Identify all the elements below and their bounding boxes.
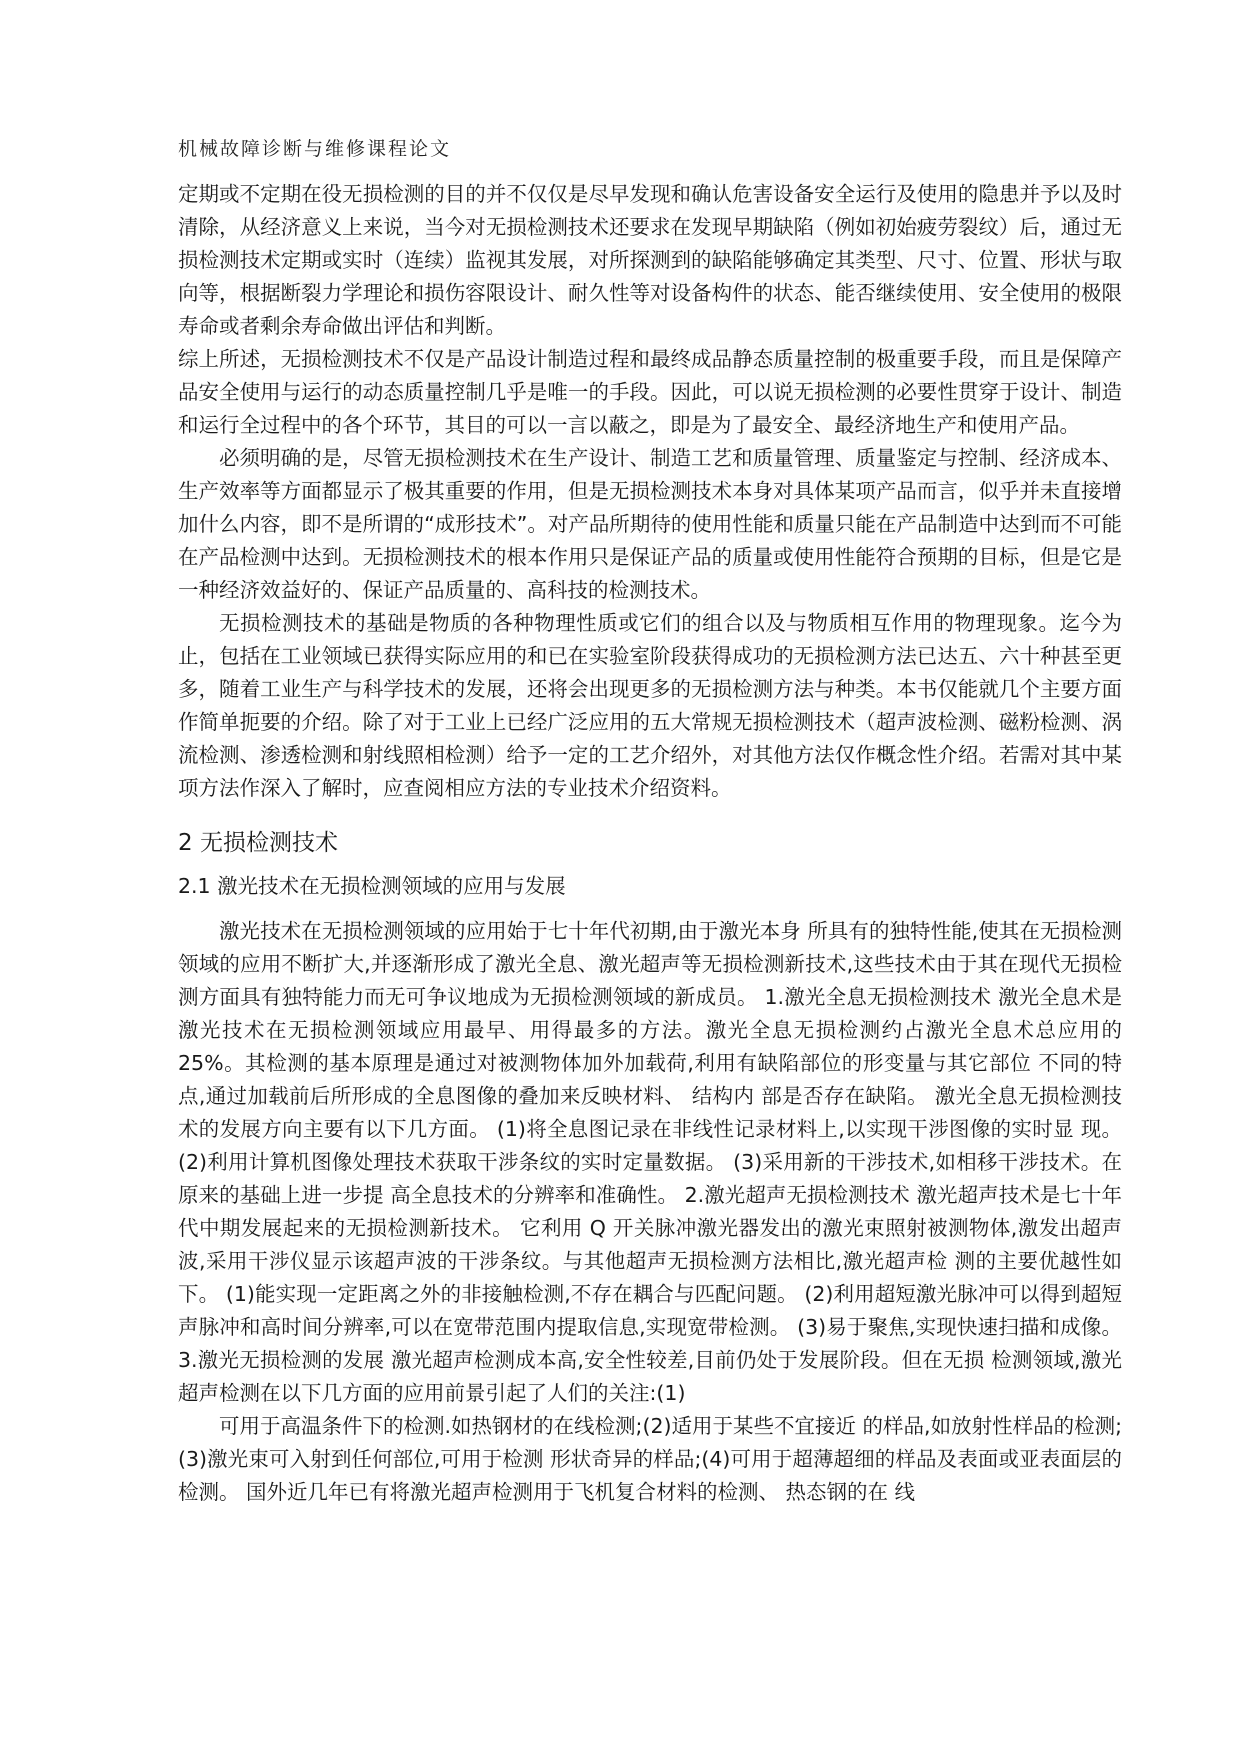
subsection-heading: 2.1 激光技术在无损检测领域的应用与发展 xyxy=(178,874,566,898)
running-header: 机械故障诊断与维修课程论文 xyxy=(178,138,452,160)
paragraph-laser-applications: 可用于高温条件下的检测.如热钢材的在线检测;(2)适用于某些不宜接近 的样品,如放射性样品的检测;(3)激光束可入射到任何部位,可用于检测 形状奇异的样品;(4)可用于超薄超细的样品及表面或亚表面层的检测。 国外近几年已有将激光超声检测用于飞机复合材料的检测、 热态钢的在 线 xyxy=(178,1414,1122,1504)
paragraph-clarification: 必须明确的是，尽管无损检测技术在生产设计、制造工艺和质量管理、质量鉴定与控制、经济成本、生产效率等方面都显示了极其重要的作用，但是无损检测技术本身对具体某项产品而言，似乎并未直接增加什么内容，即不是所谓的“成形技术”。对产品所期待的使用性能和质量只能在产品制造中达到而不可能在产品检测中达到。无损检测技术的根本作用只是保证产品的质量或使用性能符合预期的目标，但是它是一种经济效益好的、保证产品质量的、高科技的检测技术。 xyxy=(178,446,1122,602)
section-heading: 2 无损检测技术 xyxy=(178,830,338,856)
paragraph-laser-technology: 激光技术在无损检测领域的应用始于七十年代初期,由于激光本身 所具有的独特性能,使其在无损检测领域的应用不断扩大,并逐渐形成了激光全息、激光超声等无损检测新技术,这些技术由于其在现代无损检测方面具有独特能力而无可争议地成为无损检测领域的新成员。 1.激光全息无损检测技术 激光全息术是激光技术在无损检测领域应用最早、用得最多的方法。激光全息无损检测约占激光全息术总应用的25%。其检测的基本原理是通过对被测物体加外加载荷,利用有缺陷部位的形变量与其它部位 不同的特点,通过加载前后所形成的全息图像的叠加来反映材料、 结构内 部是否存在缺陷。 激光全息无损检测技术的发展方向主要有以下几方面。 (1)将全息图记录在非线性记录材料上,以实现干涉图像的实时显 现。 (2)利用计算机图像处理技术获取干涉条纹的实时定量数据。 (3)采用新的干涉技术,如相移干涉技术。在原来的基础上进一步提 高全息技术的分辨率和准确性。 2.激光超声无损检测技术 激光超声技术是七十年代中期发展起来的无损检测新技术。 它利用 Q 开关脉冲激光器发出的激光束照射被测物体,激发出超声波,采用干涉仪显示该超声波的干涉条纹。与其他超声无损检测方法相比,激光超声检 测的主要优越性如下。 (1)能实现一定距离之外的非接触检测,不存在耦合与匹配问题。 (2)利用超短激光脉冲可以得到超短声脉冲和高时间分辨率,可以在宽带范围内提取信息,实现宽带检测。 (3)易于聚焦,实现快速扫描和成像。 3.激光无损检测的发展 激光超声检测成本高,安全性较差,目前仍处于发展阶段。但在无损 检测领域,激光超声检测在以下几方面的应用前景引起了人们的关注:(1) xyxy=(178,919,1122,1405)
paragraph-basis: 无损检测技术的基础是物质的各种物理性质或它们的组合以及与物质相互作用的物理现象。迄今为止，包括在工业领域已获得实际应用的和已在实验室阶段获得成功的无损检测方法已达五、六十种甚至更多，随着工业生产与科学技术的发展，还将会出现更多的无损检测方法与种类。本书仅能就几个主要方面作简单扼要的介绍。除了对于工业上已经广泛应用的五大常规无损检测技术（超声波检测、磁粉检测、涡流检测、渗透检测和射线照相检测）给予一定的工艺介绍外，对其他方法仅作概念性介绍。若需对其中某项方法作深入了解时，应查阅相应方法的专业技术介绍资料。 xyxy=(178,611,1122,800)
document-body xyxy=(178,178,1122,1509)
paragraph-summary: 综上所述，无损检测技术不仅是产品设计制造过程和最终成品静态质量控制的极重要手段，而且是保障产品安全使用与运行的动态质量控制几乎是唯一的手段。因此，可以说无损检测的必要性贯穿于设计、制造和运行全过程中的各个环节，其目的可以一言以蔽之，即是为了最安全、最经济地生产和使用产品。 xyxy=(178,347,1122,437)
paragraph-inspection-purpose: 定期或不定期在役无损检测的目的并不仅仅是尽早发现和确认危害设备安全运行及使用的隐患并予以及时清除，从经济意义上来说，当今对无损检测技术还要求在发现早期缺陷（例如初始疲劳裂纹）后，通过无损检测技术定期或实时（连续）监视其发展，对所探测到的缺陷能够确定其类型、尺寸、位置、形状与取向等，根据断裂力学理论和损伤容限设计、耐久性等对设备构件的状态、能否继续使用、安全使用的极限寿命或者剩余寿命做出评估和判断。 xyxy=(178,182,1122,338)
